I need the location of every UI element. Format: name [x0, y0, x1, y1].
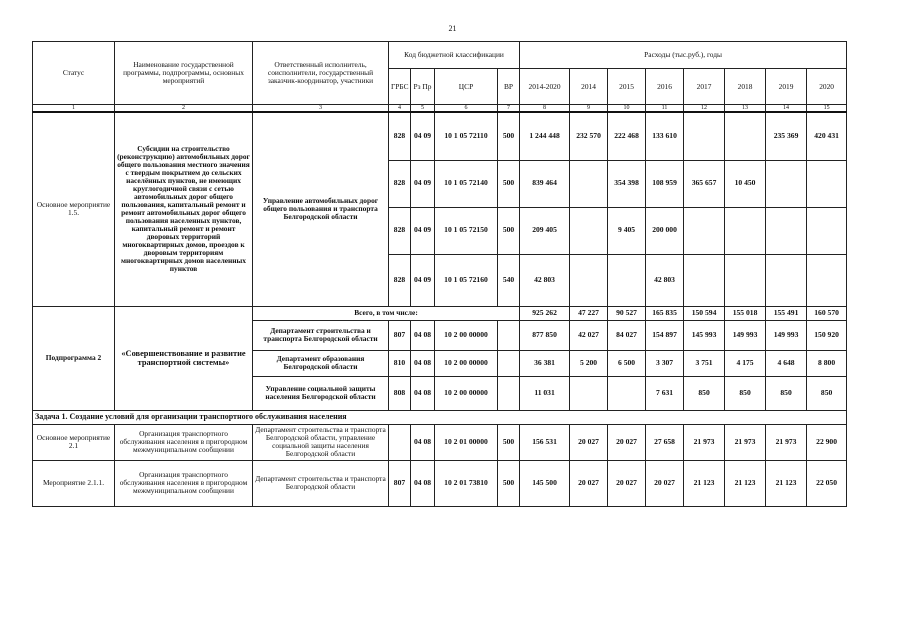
value-cell: 150 920 — [807, 320, 847, 350]
value-cell — [766, 207, 807, 254]
header-grbs: ГРБС — [389, 69, 411, 105]
executor-cell: Управление автомобильных дорог общего пользования и транспорта Белгородской области — [253, 112, 389, 306]
value-cell: 4 648 — [766, 350, 807, 376]
value-cell: 4 175 — [725, 350, 766, 376]
rzpr-cell: 04 08 — [411, 350, 435, 376]
vr-cell: 540 — [498, 254, 520, 306]
value-cell: 850 — [807, 376, 847, 410]
csr-cell: 10 1 05 72160 — [435, 254, 498, 306]
value-cell — [684, 112, 725, 160]
header-year: 2014 — [570, 69, 608, 105]
col-number: 3 — [253, 105, 389, 113]
activity-name: Организация транспортного обслуживания населения в пригородном межмуниципальном сообщении — [115, 460, 253, 506]
value-cell: 27 658 — [646, 424, 684, 460]
header-csr: ЦСР — [435, 69, 498, 105]
col-number: 5 — [411, 105, 435, 113]
value-cell — [807, 254, 847, 306]
col-number: 12 — [684, 105, 725, 113]
status-cell: Основное мероприятие 1.5. — [33, 112, 115, 306]
value-cell: 8 800 — [807, 350, 847, 376]
value-cell — [684, 207, 725, 254]
header-year: 2014-2020 — [520, 69, 570, 105]
table-row — [33, 424, 847, 460]
col-number: 11 — [646, 105, 684, 113]
value-cell — [570, 254, 608, 306]
header-year: 2017 — [684, 69, 725, 105]
value-cell — [766, 254, 807, 306]
executor-cell: Департамент строительства и транспорта Белгородской области — [253, 460, 389, 506]
col-number: 15 — [807, 105, 847, 113]
total-cell: 90 527 — [608, 306, 646, 320]
value-cell: 108 959 — [646, 160, 684, 207]
value-cell — [608, 254, 646, 306]
activity-name: «Совершенствование и развитие транспортной системы» — [115, 306, 253, 410]
grbs-cell: 808 — [389, 376, 411, 410]
value-cell: 21 123 — [684, 460, 725, 506]
value-cell: 3 751 — [684, 350, 725, 376]
header-expenses: Расходы (тыс.руб.), годы — [520, 42, 847, 69]
value-cell — [725, 207, 766, 254]
value-cell: 232 570 — [570, 112, 608, 160]
value-cell: 21 973 — [766, 424, 807, 460]
value-cell — [570, 376, 608, 410]
header-year: 2019 — [766, 69, 807, 105]
vr-cell: 500 — [498, 460, 520, 506]
value-cell: 20 027 — [570, 460, 608, 506]
executor-cell: Управление социальной защиты населения Белгородской области — [253, 376, 389, 410]
col-number: 6 — [435, 105, 498, 113]
col-number: 7 — [498, 105, 520, 113]
budget-table — [32, 41, 847, 507]
vr-cell: 500 — [498, 112, 520, 160]
task-heading: Задача 1. Создание условий для организации транспортного обслуживания населения — [33, 410, 847, 424]
value-cell: 10 450 — [725, 160, 766, 207]
page-number: 21 — [448, 24, 457, 33]
col-number: 9 — [570, 105, 608, 113]
grbs-cell — [389, 424, 411, 460]
rzpr-cell: 04 08 — [411, 320, 435, 350]
value-cell: 42 803 — [520, 254, 570, 306]
value-cell: 145 500 — [520, 460, 570, 506]
value-cell: 850 — [766, 376, 807, 410]
rzpr-cell: 04 08 — [411, 376, 435, 410]
value-cell: 222 468 — [608, 112, 646, 160]
value-cell: 209 405 — [520, 207, 570, 254]
col-number: 1 — [33, 105, 115, 113]
value-cell: 7 631 — [646, 376, 684, 410]
table-row — [33, 306, 847, 320]
value-cell: 149 993 — [725, 320, 766, 350]
header-year: 2018 — [725, 69, 766, 105]
value-cell — [766, 160, 807, 207]
value-cell: 20 027 — [608, 460, 646, 506]
table-row — [33, 460, 847, 506]
col-number: 13 — [725, 105, 766, 113]
header-vr: ВР — [498, 69, 520, 105]
col-number: 10 — [608, 105, 646, 113]
value-cell: 21 973 — [684, 424, 725, 460]
vr-cell — [498, 376, 520, 410]
status-cell: Подпрограмма 2 — [33, 306, 115, 410]
grbs-cell: 828 — [389, 207, 411, 254]
vr-cell: 500 — [498, 424, 520, 460]
value-cell — [684, 254, 725, 306]
value-cell: 133 610 — [646, 112, 684, 160]
value-cell: 149 993 — [766, 320, 807, 350]
col-number: 8 — [520, 105, 570, 113]
table-row — [33, 112, 847, 160]
activity-name: Субсидии на строительство (реконструкцию) автомобильных дорог общего пользования местного значения с твердым покрытием до сельских населённых пунктов, не имеющих круглогодичной связи с сетью автомобильных дорог общего пользования, капитальный ремонт и ремонт автомобильных дорог общего пользования населенных пунктов, капитальный ремонт и ремонт дворовых территорий многоквартирных домов, проездов к дворовым территориям многоквартирных домов населенных пунктов — [115, 112, 253, 306]
value-cell — [725, 254, 766, 306]
value-cell: 850 — [684, 376, 725, 410]
value-cell — [608, 376, 646, 410]
value-cell — [725, 112, 766, 160]
value-cell: 42 027 — [570, 320, 608, 350]
grbs-cell: 828 — [389, 112, 411, 160]
value-cell — [570, 207, 608, 254]
value-cell: 42 803 — [646, 254, 684, 306]
header-rzpr: Рз Пр — [411, 69, 435, 105]
total-cell: 150 594 — [684, 306, 725, 320]
value-cell: 20 027 — [570, 424, 608, 460]
value-cell: 200 000 — [646, 207, 684, 254]
grbs-cell: 810 — [389, 350, 411, 376]
header-status: Статус — [33, 42, 115, 105]
rzpr-cell: 04 08 — [411, 460, 435, 506]
rzpr-cell: 04 09 — [411, 112, 435, 160]
value-cell: 21 973 — [725, 424, 766, 460]
rzpr-cell: 04 08 — [411, 424, 435, 460]
value-cell: 154 897 — [646, 320, 684, 350]
total-cell: 155 491 — [766, 306, 807, 320]
total-cell: 925 262 — [520, 306, 570, 320]
value-cell: 420 431 — [807, 112, 847, 160]
rzpr-cell: 04 09 — [411, 160, 435, 207]
csr-cell: 10 1 05 72150 — [435, 207, 498, 254]
vr-cell: 500 — [498, 160, 520, 207]
total-cell: 47 227 — [570, 306, 608, 320]
executor-cell: Департамент строительства и транспорта Белгородской области, управление социальной защиты населения Белгородской области — [253, 424, 389, 460]
header-year: 2016 — [646, 69, 684, 105]
value-cell: 5 200 — [570, 350, 608, 376]
header-year: 2015 — [608, 69, 646, 105]
grbs-cell: 807 — [389, 460, 411, 506]
value-cell: 145 993 — [684, 320, 725, 350]
csr-cell: 10 2 00 00000 — [435, 376, 498, 410]
grbs-cell: 828 — [389, 254, 411, 306]
value-cell: 365 657 — [684, 160, 725, 207]
vr-cell: 500 — [498, 207, 520, 254]
total-cell: 165 835 — [646, 306, 684, 320]
value-cell: 1 244 448 — [520, 112, 570, 160]
grbs-cell: 807 — [389, 320, 411, 350]
value-cell: 6 500 — [608, 350, 646, 376]
value-cell: 20 027 — [608, 424, 646, 460]
col-number: 4 — [389, 105, 411, 113]
csr-cell: 10 2 00 00000 — [435, 320, 498, 350]
vr-cell — [498, 350, 520, 376]
csr-cell: 10 2 01 73810 — [435, 460, 498, 506]
value-cell: 22 050 — [807, 460, 847, 506]
col-number: 2 — [115, 105, 253, 113]
value-cell: 3 307 — [646, 350, 684, 376]
value-cell — [807, 160, 847, 207]
value-cell: 11 031 — [520, 376, 570, 410]
status-cell: Основное мероприятие 2.1 — [33, 424, 115, 460]
rzpr-cell: 04 09 — [411, 254, 435, 306]
value-cell: 235 369 — [766, 112, 807, 160]
table-row — [33, 410, 847, 424]
value-cell: 877 850 — [520, 320, 570, 350]
value-cell: 156 531 — [520, 424, 570, 460]
total-label: Всего, в том числе: — [253, 306, 520, 320]
header-name: Наименование государственной программы, подпрограммы, основных мероприятий — [115, 42, 253, 105]
csr-cell: 10 1 05 72110 — [435, 112, 498, 160]
value-cell: 9 405 — [608, 207, 646, 254]
header-year: 2020 — [807, 69, 847, 105]
value-cell: 21 123 — [766, 460, 807, 506]
value-cell: 21 123 — [725, 460, 766, 506]
header-executor: Ответственный исполнитель, соисполнители, государственный заказчик-координатор, участники — [253, 42, 389, 105]
value-cell: 850 — [725, 376, 766, 410]
activity-name: Организация транспортного обслуживания населения в пригородном межмуниципальном сообщении — [115, 424, 253, 460]
value-cell: 36 381 — [520, 350, 570, 376]
total-cell: 155 018 — [725, 306, 766, 320]
value-cell — [570, 160, 608, 207]
status-cell: Мероприятие 2.1.1. — [33, 460, 115, 506]
header-budget-class: Код бюджетной классификации — [389, 42, 520, 69]
value-cell: 84 027 — [608, 320, 646, 350]
rzpr-cell: 04 09 — [411, 207, 435, 254]
value-cell — [807, 207, 847, 254]
executor-cell: Департамент образования Белгородской области — [253, 350, 389, 376]
csr-cell: 10 1 05 72140 — [435, 160, 498, 207]
value-cell: 20 027 — [646, 460, 684, 506]
csr-cell: 10 2 01 00000 — [435, 424, 498, 460]
total-cell: 160 570 — [807, 306, 847, 320]
csr-cell: 10 2 00 00000 — [435, 350, 498, 376]
col-number: 14 — [766, 105, 807, 113]
value-cell: 354 398 — [608, 160, 646, 207]
vr-cell — [498, 320, 520, 350]
grbs-cell: 828 — [389, 160, 411, 207]
value-cell: 839 464 — [520, 160, 570, 207]
executor-cell: Департамент строительства и транспорта Белгородской области — [253, 320, 389, 350]
value-cell: 22 900 — [807, 424, 847, 460]
